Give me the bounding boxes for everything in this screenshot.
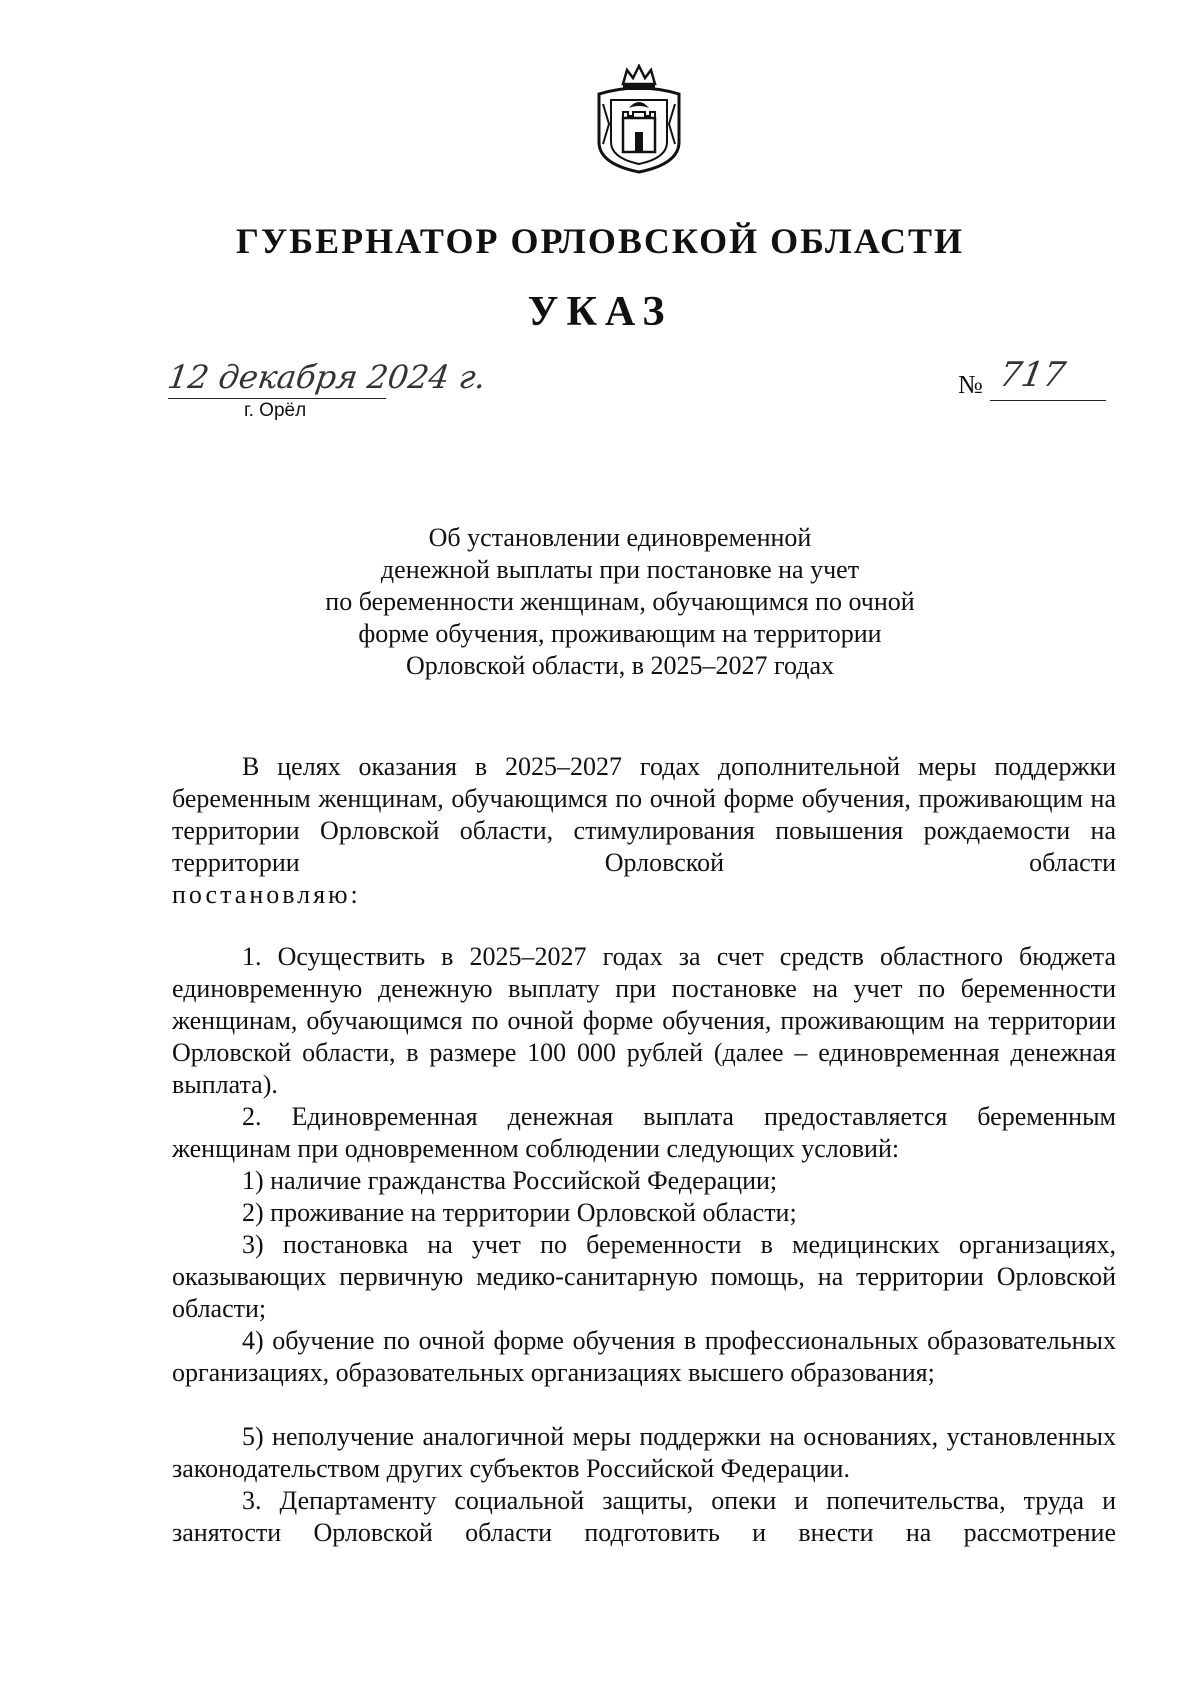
condition-3: 3) постановка на учет по беременности в медицинских организациях, оказывающих первичную медико-санитарную помощь, на территории Орловской области; xyxy=(172,1230,1116,1323)
coat-of-arms-icon xyxy=(593,64,685,176)
condition-1: 1) наличие гражданства Российской Федерации; xyxy=(242,1166,778,1195)
clause-2: 2. Единовременная денежная выплата предоставляется беременным женщинам при одновременном соблюдении следующих условий: xyxy=(172,1102,1116,1163)
number-underline xyxy=(990,400,1106,401)
decree-number: 717 xyxy=(996,355,1069,395)
document-type: УКАЗ xyxy=(527,289,673,335)
condition-5: 5) неполучение аналогичной меры поддержки на основаниях, установленных законодательством других субъектов Российской Федерации. xyxy=(172,1422,1116,1483)
resolve-phrase: постановляю: xyxy=(172,880,361,909)
signing-date: 12 декабря 2024 г. xyxy=(165,358,489,396)
condition-4: 4) обучение по очной форме обучения в профессиональных образовательных организациях, образовательных организациях высшего образования; xyxy=(172,1326,1116,1387)
decree-subject: Об установлении единовременной денежной выплаты при постановке на учет по беременности женщинам, обучающимся по очной форме обучения, проживающим на территории Орловской области, в 2025–2027 годах xyxy=(325,523,915,680)
condition-2: 2) проживание на территории Орловской области; xyxy=(242,1198,797,1227)
number-sign: № xyxy=(958,370,983,399)
clause-1: 1. Осуществить в 2025–2027 годах за счет средств областного бюджета единовременную денежную выплату при постановке на учет по беременности женщинам, обучающимся по очной форме обучения, проживающим на территории Орловской области, в размере 100 000 рублей (далее – единовременная денежная выплата). xyxy=(172,942,1116,1099)
place-of-issue: г. Орёл xyxy=(244,400,307,421)
preamble-text: В целях оказания в 2025–2027 годах дополнительной меры поддержки беременным женщинам, обучающимся по очной форме обучения, проживающим на территории Орловской области, стимулирования повышения рождаемости на территории Орловской области xyxy=(172,752,1116,877)
issuing-authority: ГУБЕРНАТОР ОРЛОВСКОЙ ОБЛАСТИ xyxy=(235,221,965,261)
date-underline xyxy=(168,398,386,399)
clause-3: 3. Департаменту социальной защиты, опеки и попечительства, труда и занятости Орловской области подготовить и внести на рассмотрение xyxy=(172,1486,1116,1547)
